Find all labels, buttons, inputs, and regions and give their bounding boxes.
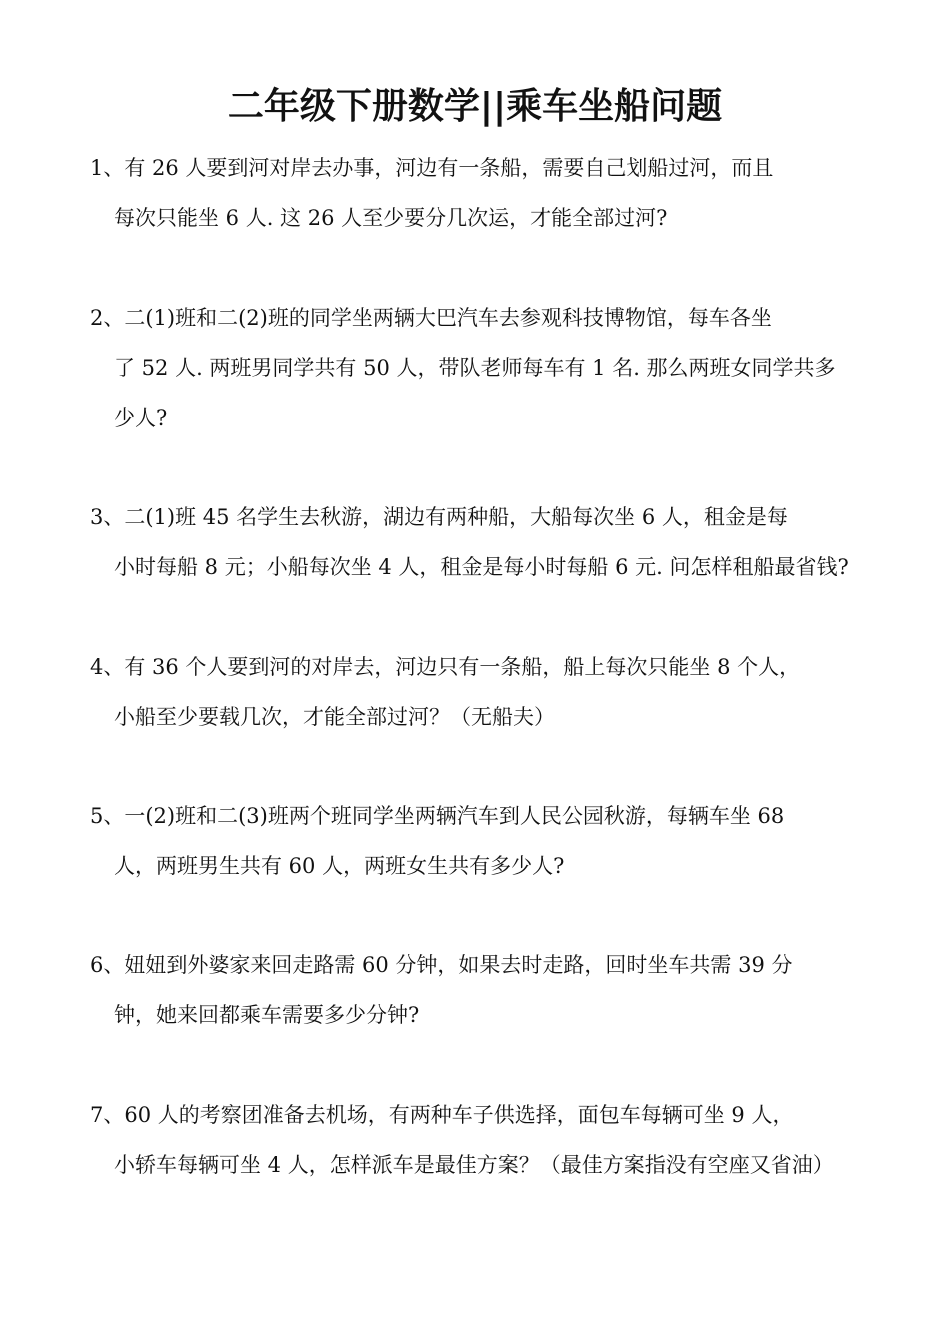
question-6-line-2: 钟，她来回都乘车需要多少分钟?: [114, 1003, 420, 1027]
question-5-line-2: 人，两班男生共有 60 人，两班女生共有多少人?: [114, 854, 565, 878]
question-2-line-3: 少人?: [114, 406, 168, 430]
question-1-line-1: 1、有 26 人要到河对岸去办事，河边有一条船，需要自己划船过河，而且: [90, 156, 774, 180]
question-3: [90, 492, 880, 592]
question-2-line-1: 2、二(1)班和二(2)班的同学坐两辆大巴汽车去参观科技博物馆，每车各坐: [90, 306, 772, 330]
question-1: [90, 143, 880, 243]
question-2-line-2: 了 52 人. 两班男同学共有 50 人，带队老师每车有 1 名. 那么两班女同学共多: [114, 356, 836, 380]
question-5: [90, 791, 880, 891]
question-6-line-1: 6、妞妞到外婆家来回走路需 60 分钟，如果去时走路，回时坐车共需 39 分: [90, 953, 793, 977]
question-5-line-1: 5、一(2)班和二(3)班两个班同学坐两辆汽车到人民公园秋游，每辆车坐 68: [90, 804, 785, 828]
page-title: 二年级下册数学||乘车坐船问题: [227, 86, 723, 127]
question-1-line-2: 每次只能坐 6 人. 这 26 人至少要分几次运，才能全部过河?: [114, 206, 668, 230]
question-4: [90, 642, 880, 742]
question-7-line-2: 小轿车每辆可坐 4 人，怎样派车是最佳方案？（最佳方案指没有空座又省油）: [114, 1153, 834, 1177]
question-6: [90, 940, 880, 1040]
question-2: [90, 293, 880, 443]
question-4-line-2: 小船至少要载几次，才能全部过河？（无船夫）: [114, 705, 555, 729]
question-7-line-1: 7、60 人的考察团准备去机场，有两种车子供选择，面包车每辆可坐 9 人，: [90, 1103, 794, 1127]
question-7: [90, 1090, 880, 1190]
question-4-line-1: 4、有 36 个人要到河的对岸去，河边只有一条船，船上每次只能坐 8 个人，: [90, 655, 801, 679]
question-3-line-1: 3、二(1)班 45 名学生去秋游，湖边有两种船，大船每次坐 6 人，租金是每: [90, 505, 788, 529]
question-3-line-2: 小时每船 8 元；小船每次坐 4 人，租金是每小时每船 6 元. 问怎样租船最省钱?: [114, 555, 849, 579]
